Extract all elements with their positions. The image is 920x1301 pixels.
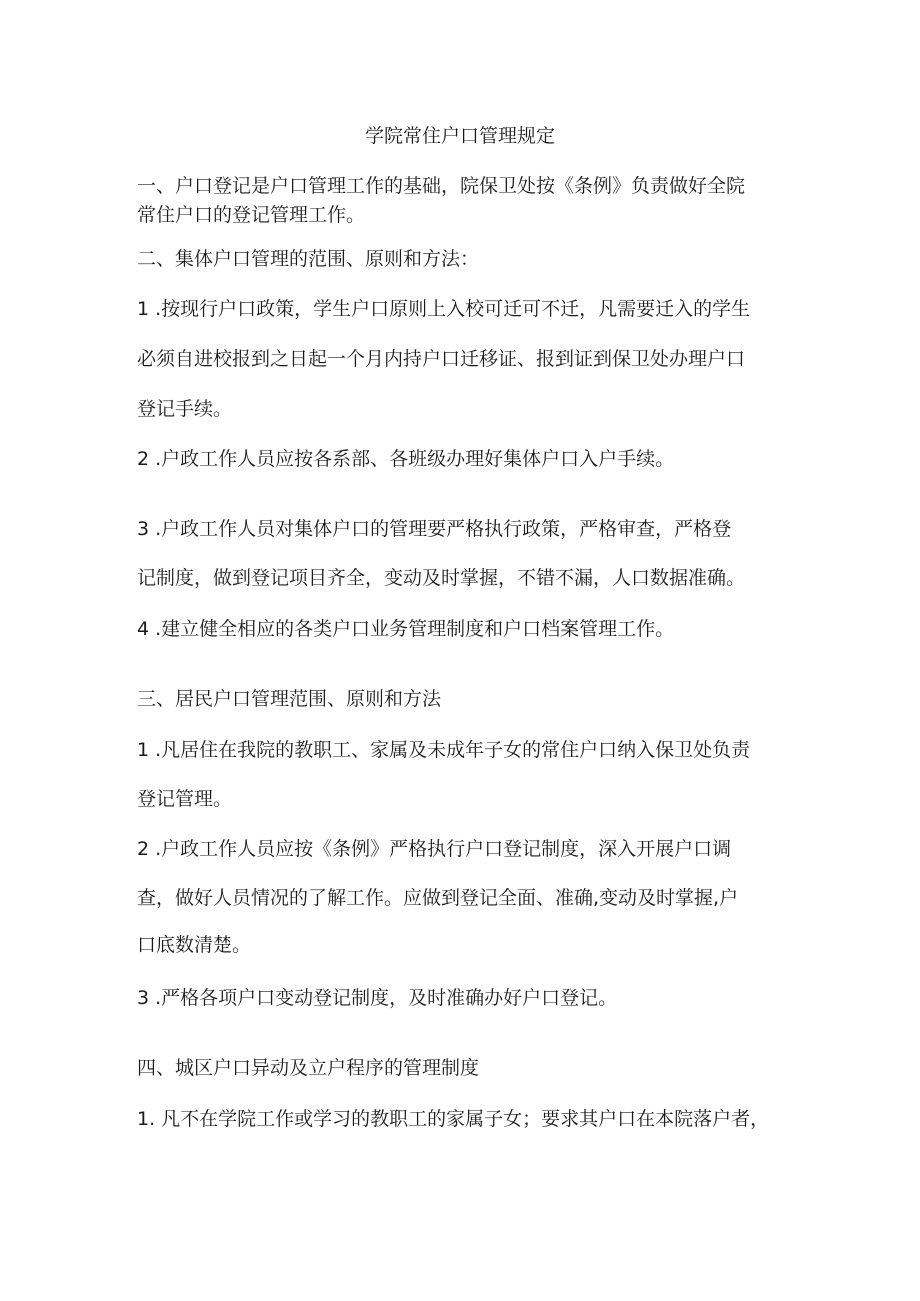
text-line: 一、户口登记是户口管理工作的基础，院保卫处按《条例》负责做好全院 (137, 175, 746, 197)
text-line: 口底数清楚。 (137, 934, 252, 956)
text-line: 1 .按现行户口政策，学生户口原则上入校可迁可不迁，凡需要迁入的学生 (137, 298, 751, 320)
section-heading: 四、城区户口异动及立户程序的管理制度 (137, 1057, 480, 1079)
text-line: 1 .凡居住在我院的教职工、家属及未成年子女的常住户口纳入保卫处负责 (137, 739, 751, 761)
text-line: 3 .严格各项户口变动登记制度，及时准确办好户口登记。 (137, 987, 618, 1009)
text-line: 登记管理。 (137, 788, 233, 810)
text-line: 4 .建立健全相应的各类户口业务管理制度和户口档案管理工作。 (137, 618, 675, 640)
text-line: 登记手续。 (137, 398, 233, 420)
section-heading: 二、集体户口管理的范围、原则和方法： (137, 248, 480, 270)
document-title: 学院常住户口管理规定 (364, 125, 555, 147)
text-line: 记制度，做到登记项目齐全，变动及时掌握，不错不漏，人口数据准确。 (137, 567, 746, 589)
text-line: 必须自进校报到之日起一个月内持户口迁移证、报到证到保卫处办理户口 (137, 348, 746, 370)
section-heading: 三、居民户口管理范围、原则和方法 (137, 688, 442, 710)
text-line: 2 .户政工作人员应按《条例》严格执行户口登记制度，深入开展户口调 (137, 838, 732, 860)
text-line: 3 .户政工作人员对集体户口的管理要严格执行政策，严格审查，严格登 (137, 518, 732, 540)
text-line: 查，做好人员情况的了解工作。应做到登记全面、准确,变动及时掌握,户 (137, 887, 739, 909)
text-line: 2 .户政工作人员应按各系部、各班级办理好集体户口入户手续。 (137, 448, 675, 470)
text-line: 1. 凡不在学院工作或学习的教职工的家属子女；要求其户口在本院落户者， (137, 1108, 770, 1130)
text-line: 常住户口的登记管理工作。 (137, 204, 366, 226)
